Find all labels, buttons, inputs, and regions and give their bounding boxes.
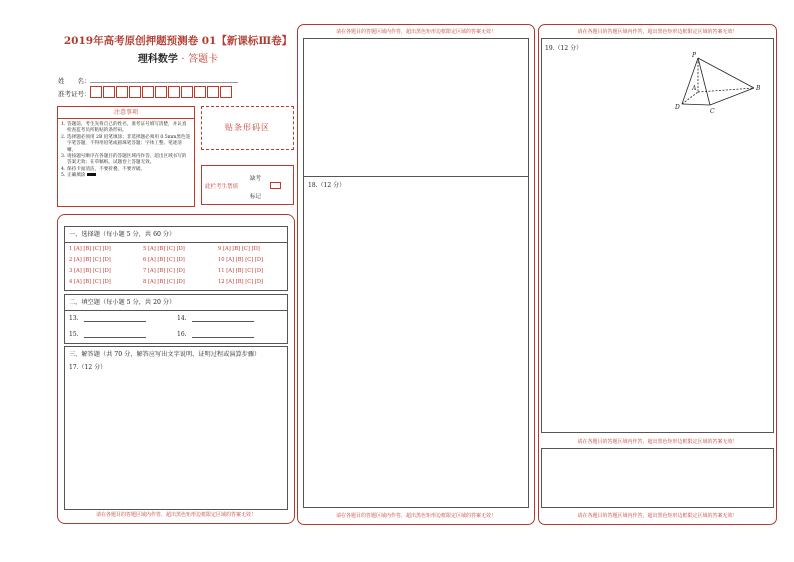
choice-row[interactable]: 1 [A] [B] [C] [D] <box>69 246 111 252</box>
note-text <box>67 154 191 167</box>
absent-title: 缺考 <box>250 176 262 182</box>
answer-sheet-label: 答题卡 <box>188 54 219 65</box>
note-item <box>61 173 191 179</box>
choice-row[interactable]: 11 [A] [B] [C] [D] <box>218 268 264 274</box>
q17-q18-divider <box>303 176 529 177</box>
note-item <box>61 135 191 154</box>
notes-list <box>58 119 194 183</box>
choice-row[interactable]: 6 [A] [B] [C] [D] <box>143 257 185 263</box>
absent-label: 此栏考生禁填 <box>205 184 239 190</box>
notice-right-bottom: 请在各题目的答题区域内作答，超出黑色矩形边框限定区域的答案无效！ <box>577 513 738 519</box>
note-text-content: 正确填涂 <box>67 173 86 179</box>
exam-subtitle <box>58 50 298 65</box>
ticket-digit-box[interactable] <box>116 86 128 98</box>
notice-right-middle: 请在各题目的答题区域内作答，超出黑色矩形边框限定区域的答案无效！ <box>577 439 738 445</box>
ticket-digit-box[interactable] <box>90 86 102 98</box>
section-choice-heading: 一、选择题（每小题 5 分，共 60 分） <box>65 227 287 243</box>
q19-label: 19.（12 分） <box>545 45 583 52</box>
choice-row[interactable]: 4 [A] [B] [C] [D] <box>69 279 111 285</box>
fill-q13-number: 13. <box>69 315 79 322</box>
choice-column-1 <box>69 244 111 288</box>
ticket-label: 准考证号： <box>58 90 91 98</box>
choice-row[interactable]: 7 [A] [B] [C] [D] <box>143 268 185 274</box>
notice-right-top: 请在各题目的答题区域内作答，超出黑色矩形边框限定区域的答案无效！ <box>577 29 738 35</box>
choice-row[interactable]: 5 [A] [B] [C] [D] <box>143 246 185 252</box>
notes-heading: 注意事项 <box>58 107 194 119</box>
section-solve-heading: 三、解答题（共 70 分，解答应写出文字说明、证明过程或演算步骤） <box>69 351 261 358</box>
correct-fill-example <box>87 173 96 176</box>
note-item <box>61 122 191 135</box>
ticket-digit-box[interactable] <box>181 86 193 98</box>
fill-q16 <box>177 331 254 338</box>
ticket-number-boxes[interactable] <box>90 86 233 98</box>
fill-q16-number: 16. <box>177 331 187 338</box>
choice-row[interactable]: 9 [A] [B] [C] [D] <box>218 246 260 252</box>
edge-pb <box>698 58 754 88</box>
note-number: 1. <box>61 122 66 127</box>
fill-q15-number: 15. <box>69 331 79 338</box>
choice-row[interactable]: 3 [A] [B] [C] [D] <box>69 268 111 274</box>
fill-q13 <box>69 315 146 322</box>
absent-box <box>201 165 294 205</box>
q17-label: 17.（12 分） <box>69 364 107 371</box>
name-label: 姓 名： <box>58 77 91 85</box>
q18-label: 18.（12 分） <box>308 182 346 189</box>
note-number: 5. <box>61 173 66 179</box>
note-number: 4. <box>61 166 66 172</box>
subtitle-separator: · <box>181 54 185 65</box>
fill-q14-blank[interactable] <box>192 321 254 322</box>
name-field[interactable] <box>90 82 238 83</box>
edge-pc <box>698 58 710 105</box>
fill-q14 <box>177 315 254 322</box>
pyramid-figure <box>670 50 770 120</box>
exam-title: 2019年高考原创押题预测卷 01【新课标Ⅲ卷】 <box>63 35 293 47</box>
vertex-c: C <box>710 108 715 115</box>
fill-q13-blank[interactable] <box>84 321 146 322</box>
note-number: 2. <box>61 134 66 140</box>
vertex-p: P <box>692 52 697 59</box>
middle-answer-box[interactable] <box>303 38 529 508</box>
note-text-content: 保持卡面清洁，不要折叠、不要弄破。 <box>67 166 146 172</box>
ticket-digit-box[interactable] <box>220 86 232 98</box>
ticket-digit-box[interactable] <box>155 86 167 98</box>
choice-column-2 <box>143 244 185 288</box>
right-lower-box[interactable] <box>541 448 774 508</box>
notice-middle-bottom: 请在各题目的答题区域内作答，超出黑色矩形边框限定区域的答案无效！ <box>335 513 496 519</box>
ticket-digit-box[interactable] <box>168 86 180 98</box>
choice-column-3 <box>218 244 263 288</box>
choice-row[interactable]: 2 [A] [B] [C] [D] <box>69 257 111 263</box>
notes-box <box>57 106 195 207</box>
note-text <box>67 173 96 179</box>
fill-q15 <box>69 331 146 338</box>
note-text-content: 请按题号顺序在各题目的答题区域内作答，超出区域书写的答案无效；在草稿纸、试题卷上答题无效。 <box>67 154 187 166</box>
note-item <box>61 154 191 167</box>
ticket-digit-box[interactable] <box>129 86 141 98</box>
notice-left-bottom: 请在各题目的答题区域内作答，超出黑色矩形边框限定区域的答案无效！ <box>95 512 256 518</box>
absent-mark-box[interactable] <box>270 182 281 189</box>
section-solve <box>64 346 288 510</box>
ticket-digit-box[interactable] <box>142 86 154 98</box>
note-text <box>67 122 191 135</box>
fill-q16-blank[interactable] <box>192 337 254 338</box>
absent-mark-label: 标记 <box>250 194 262 200</box>
note-text-content: 选择题必须用 2B 铅笔填涂；非选择题必须用 0.5mm黑色签字笔答题，不得用铅笔或圆珠笔答题；字体工整、笔迹清晰。 <box>67 134 191 153</box>
fill-q15-blank[interactable] <box>84 337 146 338</box>
vertex-d: D <box>675 104 680 111</box>
note-number: 3. <box>61 154 66 160</box>
subject-name: 理科数学 <box>137 54 178 65</box>
section-fill-heading: 二、填空题（每小题 5 分，共 20 分） <box>65 295 287 311</box>
choice-row[interactable]: 12 [A] [B] [C] [D] <box>218 279 264 285</box>
note-text-content: 答题前，考生先将自己的姓名，准考证号填写清楚，并认真检查监考员所粘贴的条形码。 <box>67 122 187 134</box>
notice-middle-top: 请在各题目的答题区域内作答，超出黑色矩形边框限定区域的答案无效！ <box>335 29 496 35</box>
ticket-digit-box[interactable] <box>207 86 219 98</box>
edge-dc <box>682 104 710 105</box>
vertex-a: A <box>692 85 697 92</box>
edge-pd <box>682 58 698 104</box>
ticket-digit-box[interactable] <box>103 86 115 98</box>
ticket-digit-box[interactable] <box>194 86 206 98</box>
choice-row[interactable]: 10 [A] [B] [C] [D] <box>218 257 264 263</box>
choice-row[interactable]: 8 [A] [B] [C] [D] <box>143 279 185 285</box>
note-text <box>67 135 191 154</box>
barcode-area: 贴条形码区 <box>201 106 294 150</box>
fill-q14-number: 14. <box>177 315 187 322</box>
vertex-b: B <box>756 85 761 92</box>
